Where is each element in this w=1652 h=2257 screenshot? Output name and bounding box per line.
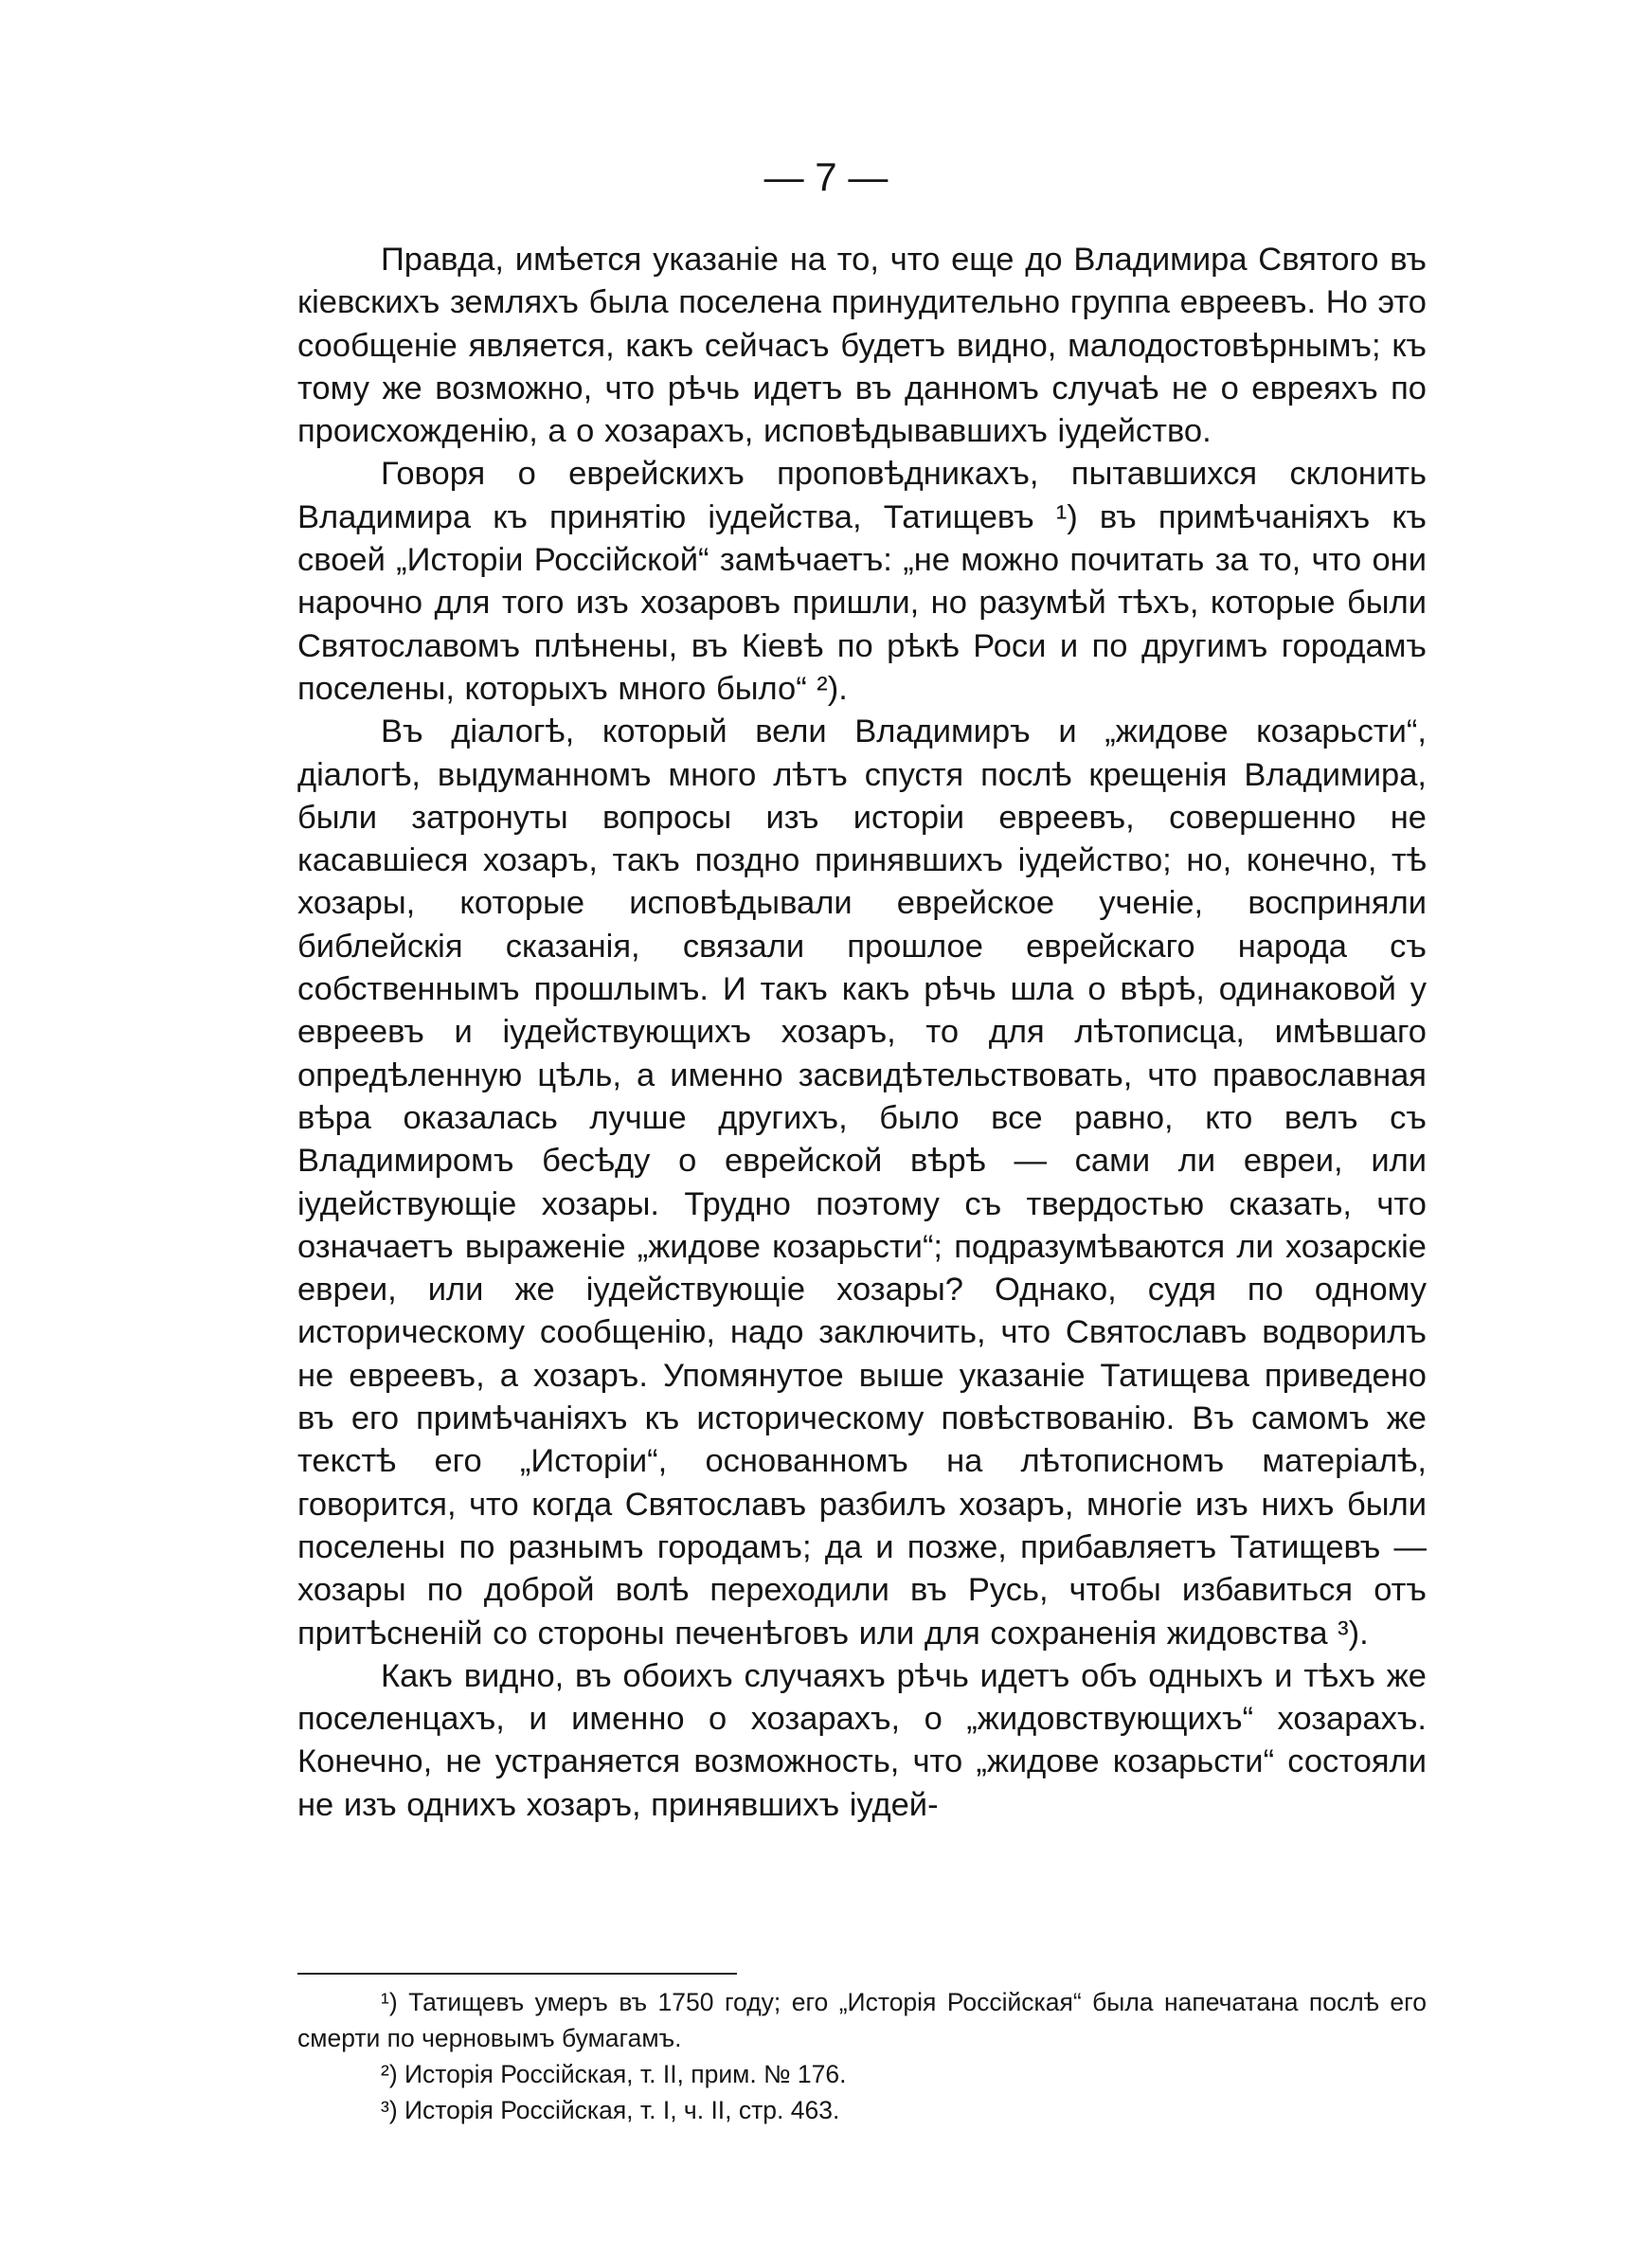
body-text xyxy=(297,239,1427,1827)
page-number: — 7 — xyxy=(763,154,889,199)
paragraph-1: Правда, имѣется указаніе на то, что еще до Владимира Святого въ кіевскихъ земляхъ была поселена принудительно группа евреевъ. Но это сообщеніе является, какъ сейчасъ будетъ видно, малодостовѣрнымъ; къ тому же возможно, что рѣчь идетъ въ данномъ случаѣ не о евреяхъ по происхожденію, а о хозарахъ, исповѣдывавшихъ іудейство. xyxy=(297,242,1427,450)
footnotes xyxy=(297,1984,1427,2128)
footnote-2: ²) Исторія Россійская, т. II, прим. № 176. xyxy=(381,2060,847,2088)
paragraph-3: Въ діалогѣ, который вели Владимиръ и „жидове козарьсти“, діалогѣ, выдуманномъ много лѣтъ спустя послѣ крещенія Владимира, были затронуты вопросы изъ исторіи евреевъ, совершенно не касавшіеся хозаръ, такъ поздно принявшихъ іудейство; но, конечно, тѣ хозары, которые исповѣдывали еврейское ученіе, восприняли библейскія сказанія, связали прошлое еврейскаго народа съ собственнымъ прошлымъ. И такъ какъ рѣчь шла о вѣрѣ, одинаковой у евреевъ и іудействующихъ хозаръ, то для лѣтописца, имѣвшаго опредѣленную цѣль, а именно засвидѣтельствовать, что православная вѣра оказалась лучше другихъ, было все равно, кто велъ съ Владимиромъ бесѣду о еврейской вѣрѣ — сами ли евреи, или іудействующіе хозары. Трудно поэтому съ твердостью сказать, что означаетъ выраженіе „жидове козарьсти“; подразумѣваются ли хозарскіе евреи, или же іудействующіе хозары? Однако, судя по одному историческому сообщенію, надо заключить, что Святославъ водворилъ не евреевъ, а хозаръ. Упомянутое выше указаніе Татищева приведено въ его примѣчаніяхъ къ историческому повѣствованію. Въ самомъ же текстѣ его „Исторіи“, основанномъ на лѣтописномъ матеріалѣ, говорится, что когда Святославъ разбилъ хозаръ, многіе изъ нихъ были поселены по разнымъ городамъ; да и позже, прибавляетъ Татищевъ — хозары по доброй волѣ переходили въ Русь, чтобы избавиться отъ притѣсненій со стороны печенѣговъ или для сохраненія жидовства ³). xyxy=(297,713,1427,1652)
footnote-separator xyxy=(297,1973,737,1975)
paragraph-2: Говоря о еврейскихъ проповѣдникахъ, пытавшихся склонить Владимира къ принятію іудейства, Татищевъ ¹) въ примѣчаніяхъ къ своей „Исторіи Россійской“ замѣчаетъ: „не можно почитать за то, что они нарочно для того изъ хозаровъ пришли, но разумѣй тѣхъ, которые были Святославомъ плѣнены, въ Кіевѣ по рѣкѣ Роси и по другимъ городамъ поселены, которыхъ много было“ ²). xyxy=(297,456,1427,707)
paragraph-4: Какъ видно, въ обоихъ случаяхъ рѣчь идетъ объ одныхъ и тѣхъ же поселенцахъ, и именно о хозарахъ, о „жидовствующихъ“ хозарахъ. Конечно, не устраняется возможность, что „жидове козарьсти“ состояли не изъ однихъ хозаръ, принявшихъ іудей- xyxy=(297,1657,1427,1823)
footnote-3: ³) Исторія Россійская, т. I, ч. II, стр. 463. xyxy=(381,2096,840,2124)
footnote-1: ¹) Татищевъ умеръ въ 1750 году; его „Исторія Россійская“ была напечатана послѣ его смерти по черновымъ бумагамъ. xyxy=(297,1988,1427,2052)
